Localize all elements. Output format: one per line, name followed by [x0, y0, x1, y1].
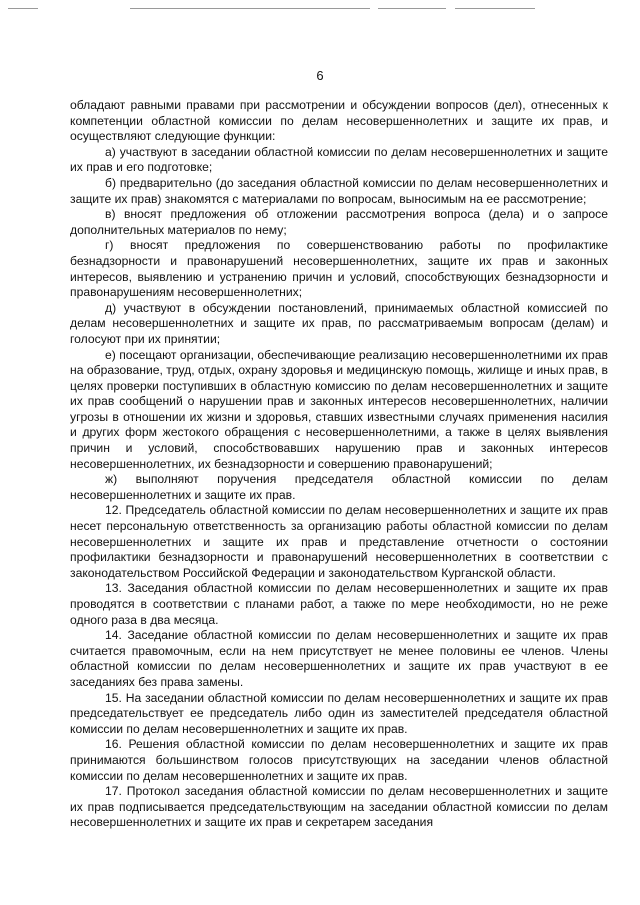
header-rule — [130, 8, 370, 9]
paragraph: в) вносят предложения об отложении рассмотрения вопроса (дела) и о запросе дополнительных материалов по нему; — [70, 207, 608, 237]
paragraph: 13. Заседания областной комиссии по делам несовершеннолетних и защите их прав проводятся в соответствии с планами работ, а также по мере необходимости, но не реже одного раза в два месяца. — [70, 581, 608, 627]
paragraph: 16. Решения областной комиссии по делам несовершеннолетних и защите их прав принимаются большинством голосов присутствующих на заседании членов областной комиссии по делам несовершеннолетних и защите их прав. — [70, 737, 608, 783]
paragraph: 17. Протокол заседания областной комиссии по делам несовершеннолетних и защите их прав подписывается председательствующим на заседании областной комиссии по делам несовершеннолетних и защите их прав и секретарем заседания — [70, 784, 608, 830]
paragraph: е) посещают организации, обеспечивающие реализацию несовершеннолетними их прав на образование, труд, отдых, охрану здоровья и медицинскую помощь, жилище и иных прав, в целях проверки поступивших в областную комиссию по делам несовершеннолетних и защите их прав сообщений о нарушении прав и законных интересов несовершеннолетних, наличии угрозы в отношении их жизни и здоровья, ставших известными случаях применения насилия и других форм жестокого обращения с несовершеннолетними, а также в целях выявления причин и условий, способствовавших нарушению прав и законных интересов несовершеннолетних, их безнадзорности и совершению правонарушений; — [70, 347, 608, 471]
paragraph: д) участвуют в обсуждении постановлений, принимаемых областной комиссией по делам несовершеннолетних и защите их прав, по рассматриваемым вопросам (делам) и голосуют при их принятии; — [70, 300, 608, 346]
paragraph: обладают равными правами при рассмотрении и обсуждении вопросов (дел), отнесенных к компетенции областной комиссии по делам несовершеннолетних и защите их прав, и осуществляют следующие функции: — [70, 98, 608, 144]
paragraph: б) предварительно (до заседания областной комиссии по делам несовершеннолетних и защите их прав) знакомятся с материалами по вопросам, выносимым на ее рассмотрение; — [70, 175, 608, 206]
paragraph: а) участвуют в заседании областной комиссии по делам несовершеннолетних и защите их прав и его подготовке; — [70, 144, 608, 175]
paragraph: ж) выполняют поручения председателя областной комиссии по делам несовершеннолетних и защите их прав. — [70, 472, 608, 502]
header-rule — [378, 8, 446, 9]
page-number: 6 — [316, 68, 324, 83]
header-rule — [8, 8, 38, 9]
paragraph: 15. На заседании областной комиссии по делам несовершеннолетних и защите их прав председательствует ее председатель либо один из заместителей председателя областной комиссии по делам несовершеннолетних и защите их прав. — [70, 690, 608, 736]
paragraph: 14. Заседание областной комиссии по делам несовершеннолетних и защите их прав считается правомочным, если на нем присутствует не менее половины ее членов. Члены областной комиссии по делам несовершеннолетних и защите их прав участвуют в ее заседаниях без права замены. — [70, 628, 608, 689]
header-rule — [455, 8, 535, 9]
paragraph: г) вносят предложения по совершенствованию работы по профилактике безнадзорности и правонарушений несовершеннолетних, защите их прав и законных интересов, выявлению и устранению причин и условий, способствующих безнадзорности и правонарушениям несовершеннолетних; — [70, 238, 608, 300]
paragraph: 12. Председатель областной комиссии по делам несовершеннолетних и защите их прав несет персональную ответственность за организацию работы областной комиссии по делам несовершеннолетних и защите их прав и представление отчетности о состоянии профилактики безнадзорности и правонарушений несовершеннолетних в соответствии с законодательством Российской Федерации и законодательством Курганской области. — [70, 503, 608, 580]
document-body — [70, 98, 608, 831]
